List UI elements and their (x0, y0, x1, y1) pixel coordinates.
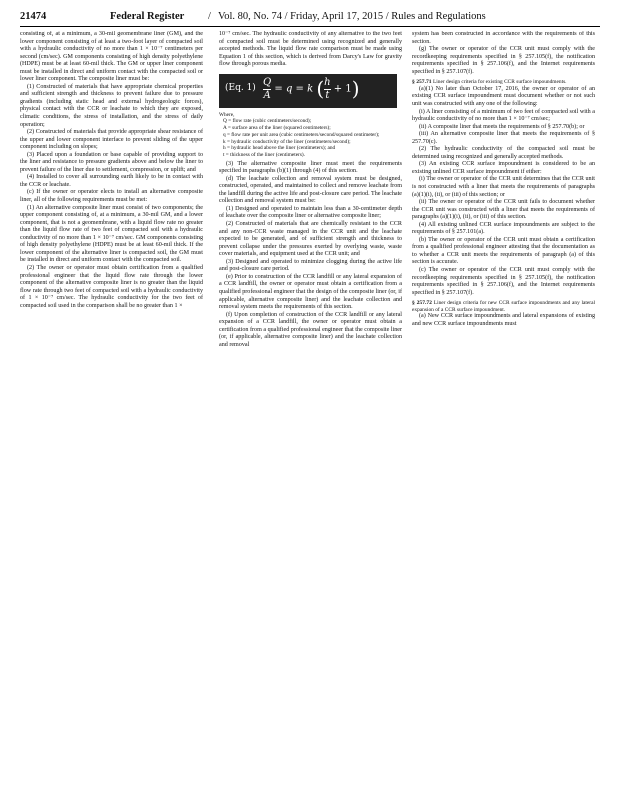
paragraph (20, 31, 203, 84)
paragraph-text: (3) The alternative composite liner must meet the requirements specified in paragraphs (b)(1) through (4) of this section. (219, 160, 402, 175)
column-2-top (219, 31, 402, 69)
paragraph-text: (3) An existing CCR surface impoundment is considered to be an existing unlined CCR surface impoundment if either: (412, 161, 595, 175)
paragraph (412, 222, 595, 237)
paragraph (219, 259, 402, 274)
eq-middle: = q = k (274, 83, 314, 95)
text-column-2 (219, 31, 402, 793)
eq-inner-numerator: h (324, 76, 331, 88)
paragraph-text: (ii) A composite liner that meets the requirements of § 257.70(b); or (419, 123, 585, 130)
text-column-1 (20, 31, 203, 793)
paragraph (412, 146, 595, 161)
paragraph (219, 161, 402, 176)
header-separator: / (208, 11, 211, 22)
eq-lhs-numerator: Q (263, 76, 272, 88)
paragraph-text: (b) The owner or operator of the CCR unit must obtain a certification from a qualified professional engineer attesting that the documentation as to whether a CCR unit meets the requirements of paragraph (a) of this section is accurate. (412, 236, 595, 266)
paragraph (412, 86, 595, 109)
paragraph (20, 205, 203, 265)
paragraph (412, 46, 595, 76)
paragraph-text: (1) Designed and operated to maintain less than a 30-centimeter depth of leachate over the composite liner or alternative composite liner; (219, 205, 402, 220)
equation-lhs (263, 77, 271, 102)
variable-definition: h = hydraulic head above the liner (centimeters); and (223, 145, 336, 152)
paragraph (219, 274, 402, 312)
paragraph-text: (3) Placed upon a foundation or base capable of providing support to the liner and resistance to pressure gradients above and below the liner to prevent failure of the liner due to settlement, compression, or uplift; and (20, 151, 203, 173)
paragraph (412, 161, 595, 176)
page-number: 21474 (20, 11, 47, 22)
section-number: § 257.72 (412, 300, 434, 307)
variable-definition: A = surface area of the liner (squared centimeters); (223, 125, 331, 132)
paragraph-text: (f) Upon completion of construction of the CCR landfill or any lateral expansion of a CCR landfill, the owner or operator must obtain a certification from a qualified professional engineer that the composite liner (or, if applicable, alternative composite liner) and the leachate collection and removal (219, 311, 402, 348)
paragraph (20, 189, 203, 204)
paragraph (412, 237, 595, 267)
eq-lhs-denominator: A (263, 89, 271, 101)
paragraph-text: (1) Constructed of materials that have appropriate chemical properties and sufficient strength and thickness to prevent failure due to pressure gradients (including static head and external hydrogeologic forces), physical contact with the CCR or leachate to which they are exposed, climatic conditions, the stress of installation, and the stress of daily operation; (20, 83, 203, 128)
paragraph-text: (1) An alternative composite liner must consist of two components; the upper component consisting of, at a minimum, a 30-mil GM, and a lower component, that is not a geomembrane, with a liquid flow rate no greater than the liquid flow rate of two feet of compacted soil with a hydraulic conductivity of no more than 1 × 10⁻⁷ cm/sec. GM components consisting of high density polyethylene (HDPE) must be at least 60-mil thick. If the lower component of the alternative liner is compacted soil, the GM must be installed in direct and uniform contact with the compacted soil. (20, 204, 203, 264)
paragraph-text: (2) The hydraulic conductivity of the compacted soil must be determined using recognized and generally accepted methods. (412, 146, 595, 160)
text-column-3 (412, 31, 595, 793)
variable-definition: q = flow rate per unit area (cubic centimeters/second/squared centimeter); (223, 131, 380, 138)
paragraph-text: (g) The owner or operator of the CCR unit must comply with the recordkeeping requirements specified in § 257.105(f), the notification requirements specified in § 257.106(f), and the Internet requirements specified in § 257.107(f). (412, 46, 595, 75)
paragraph-text: system has been constructed in accordance with the requirements of this section. (412, 31, 595, 45)
paragraph-text: (a) New CCR surface impoundments and lateral expansions of existing and new CCR surface impoundments must (412, 313, 595, 327)
paragraph-text: (a)(1) No later than October 17, 2016, the owner or operator of an existing CCR surface impoundment must document whether or not such unit was constructed with any one of the following: (412, 85, 595, 107)
paragraph-text: (i) A liner consisting of a minimum of two feet of compacted soil with a hydraulic conductivity of no more than 1 × 10⁻⁷ cm/sec; (412, 108, 595, 123)
paragraph (412, 267, 595, 297)
paragraph-text: Liner design criteria for new CCR surface impoundments and any lateral expansion of a CCR surface impoundment. (412, 300, 595, 313)
paragraph (20, 174, 203, 189)
variable-definition: k = hydraulic conductivity of the liner (centimeters/second); (223, 138, 351, 145)
column-2-bottom (219, 161, 402, 350)
publication-title: Federal Register (110, 11, 185, 22)
paragraph (20, 84, 203, 129)
paragraph (412, 199, 595, 222)
section-number: § 257.71 (412, 79, 433, 86)
paragraph (219, 221, 402, 259)
paragraph (412, 109, 595, 124)
variable-definition: t = thickness of the liner (centimeters). (223, 151, 305, 158)
paragraph-text: (c) The owner or operator of the CCR unit must comply with the recordkeeping requirements specified in § 257.105(f), the notification requirements specified in § 257.106(f), and the Internet requirements specified in § 257.107(f). (412, 267, 595, 296)
eq-plus-one: + 1 (333, 83, 352, 95)
section-heading (412, 300, 595, 313)
paragraph-text: (4) Installed to cover all surrounding earth likely to be in contact with the CCR or leachate. (20, 174, 203, 188)
paragraph-text: (2) The owner or operator must obtain certification from a qualified professional engineer that the liquid flow rate through the lower component of the alternative composite liner is no greater than the liquid flow rate through two feet of compacted soil with a hydraulic conductivity of 1 × 10⁻⁷ cm/sec. The hydraulic conductivity for the two feet of compacted soil used in the comparison shall be no greater than 1 × (20, 264, 203, 309)
eq-open-paren: ( (316, 76, 325, 101)
page-header (20, 10, 600, 24)
paragraph-text: (c) If the owner or operator elects to install an alternative composite liner, all of the following requirements must be met: (20, 189, 203, 204)
eq-inner-denominator: t (325, 89, 330, 101)
paragraph (412, 31, 595, 46)
paragraph-text: (d) The leachate collection and removal system must be designed, constructed, operated, and maintained to collect and remove leachate from the landfill during the active life and post-closure care period. The leachate collection and removal system must be: (219, 175, 402, 205)
variable-definition: Q = flow rate (cubic centimeters/second); (223, 118, 312, 125)
where-heading: Where, (219, 111, 235, 118)
paragraph-text: (e) Prior to construction of the CCR landfill or any lateral expansion of a CCR landfill, the owner or operator must obtain a certification from a qualified professional engineer that the design of the composite liner (or, if applicable, alternative composite liner) and the leachate collection and removal system meets the requirements of this section. (219, 273, 402, 311)
paragraph-text: (2) Constructed of materials that are chemically resistant to the CCR and any non-CCR waste managed in the CCR unit and the leachate expected to be generated, and of sufficient strength and thickness to prevent collapse under the pressures exerted by overlying waste, waste cover materials, and equipment used at the CCR unit; and (219, 221, 402, 258)
equation-formula (263, 77, 360, 102)
paragraph-text: (4) All existing unlined CCR surface impoundments are subject to the requirements of § 257.101(a). (412, 221, 595, 236)
paragraph-text: 10⁻⁷ cm/sec. The hydraulic conductivity of any alternative to the two feet of compacted soil must be determined using recognized and generally accepted methods. The liquid flow rate comparison must be made using Equation 1 of this section, which is derived from Darcy's Law for gravity flow through porous media. (219, 31, 402, 68)
paragraph (20, 265, 203, 310)
paragraph-text: consisting of, at a minimum, a 30-mil geomembrane liner (GM), and the lower component consisting of at least a two-foot layer of compacted soil with a hydraulic conductivity of no more than 1 × 10⁻⁷ centimeters per second (cm/sec). GM components consisting of high density polyethylene (HDPE) must be at least 60-mil thick. The GM or upper liner component must be installed in direct and uniform contact with the compacted soil or lower liner component. The composite liner must be: (20, 31, 203, 83)
paragraph (412, 313, 595, 328)
paragraph (412, 131, 595, 146)
paragraph (20, 129, 203, 152)
equation-inner-fraction (324, 77, 330, 102)
header-rule (20, 26, 600, 27)
paragraph-text: (i) The owner or operator of the CCR unit determines that the CCR unit is not constructed with a liner that meets the requirements of paragraphs (a)(1)(i), (ii), or (iii) of this section; or (412, 176, 595, 198)
paragraph-text: (iii) An alternative composite liner that meets the requirements of § 257.70(c). (412, 131, 595, 145)
paragraph (219, 31, 402, 69)
paragraph-text: (3) Designed and operated to minimize clogging during the active life and post-closure care period. (219, 258, 402, 273)
paragraph-text: Liner design criteria for existing CCR surface impoundments. (432, 79, 567, 86)
paragraph-text: (2) Constructed of materials that provide appropriate shear resistance of the upper and lower component interface to prevent sliding of the upper component including on slopes; (20, 129, 203, 151)
eq-close-paren: ) (351, 76, 360, 101)
equation-box (219, 74, 397, 108)
variable-definitions (219, 118, 402, 158)
paragraph-text: (ii) The owner or operator of the CCR unit fails to document whether the CCR unit was constructed with a liner that meets the requirements of paragraphs (a)(1)(i), (ii), or (iii) of this section. (412, 199, 595, 221)
section-heading (412, 79, 595, 86)
paragraph (20, 152, 203, 175)
volume-info: Vol. 80, No. 74 / Friday, April 17, 2015 / Rules and Regulations (218, 11, 486, 22)
paragraph (412, 176, 595, 199)
paragraph (219, 206, 402, 221)
paragraph (219, 176, 402, 206)
equation-label: (Eq. 1) (225, 82, 256, 93)
paragraph (219, 312, 402, 350)
